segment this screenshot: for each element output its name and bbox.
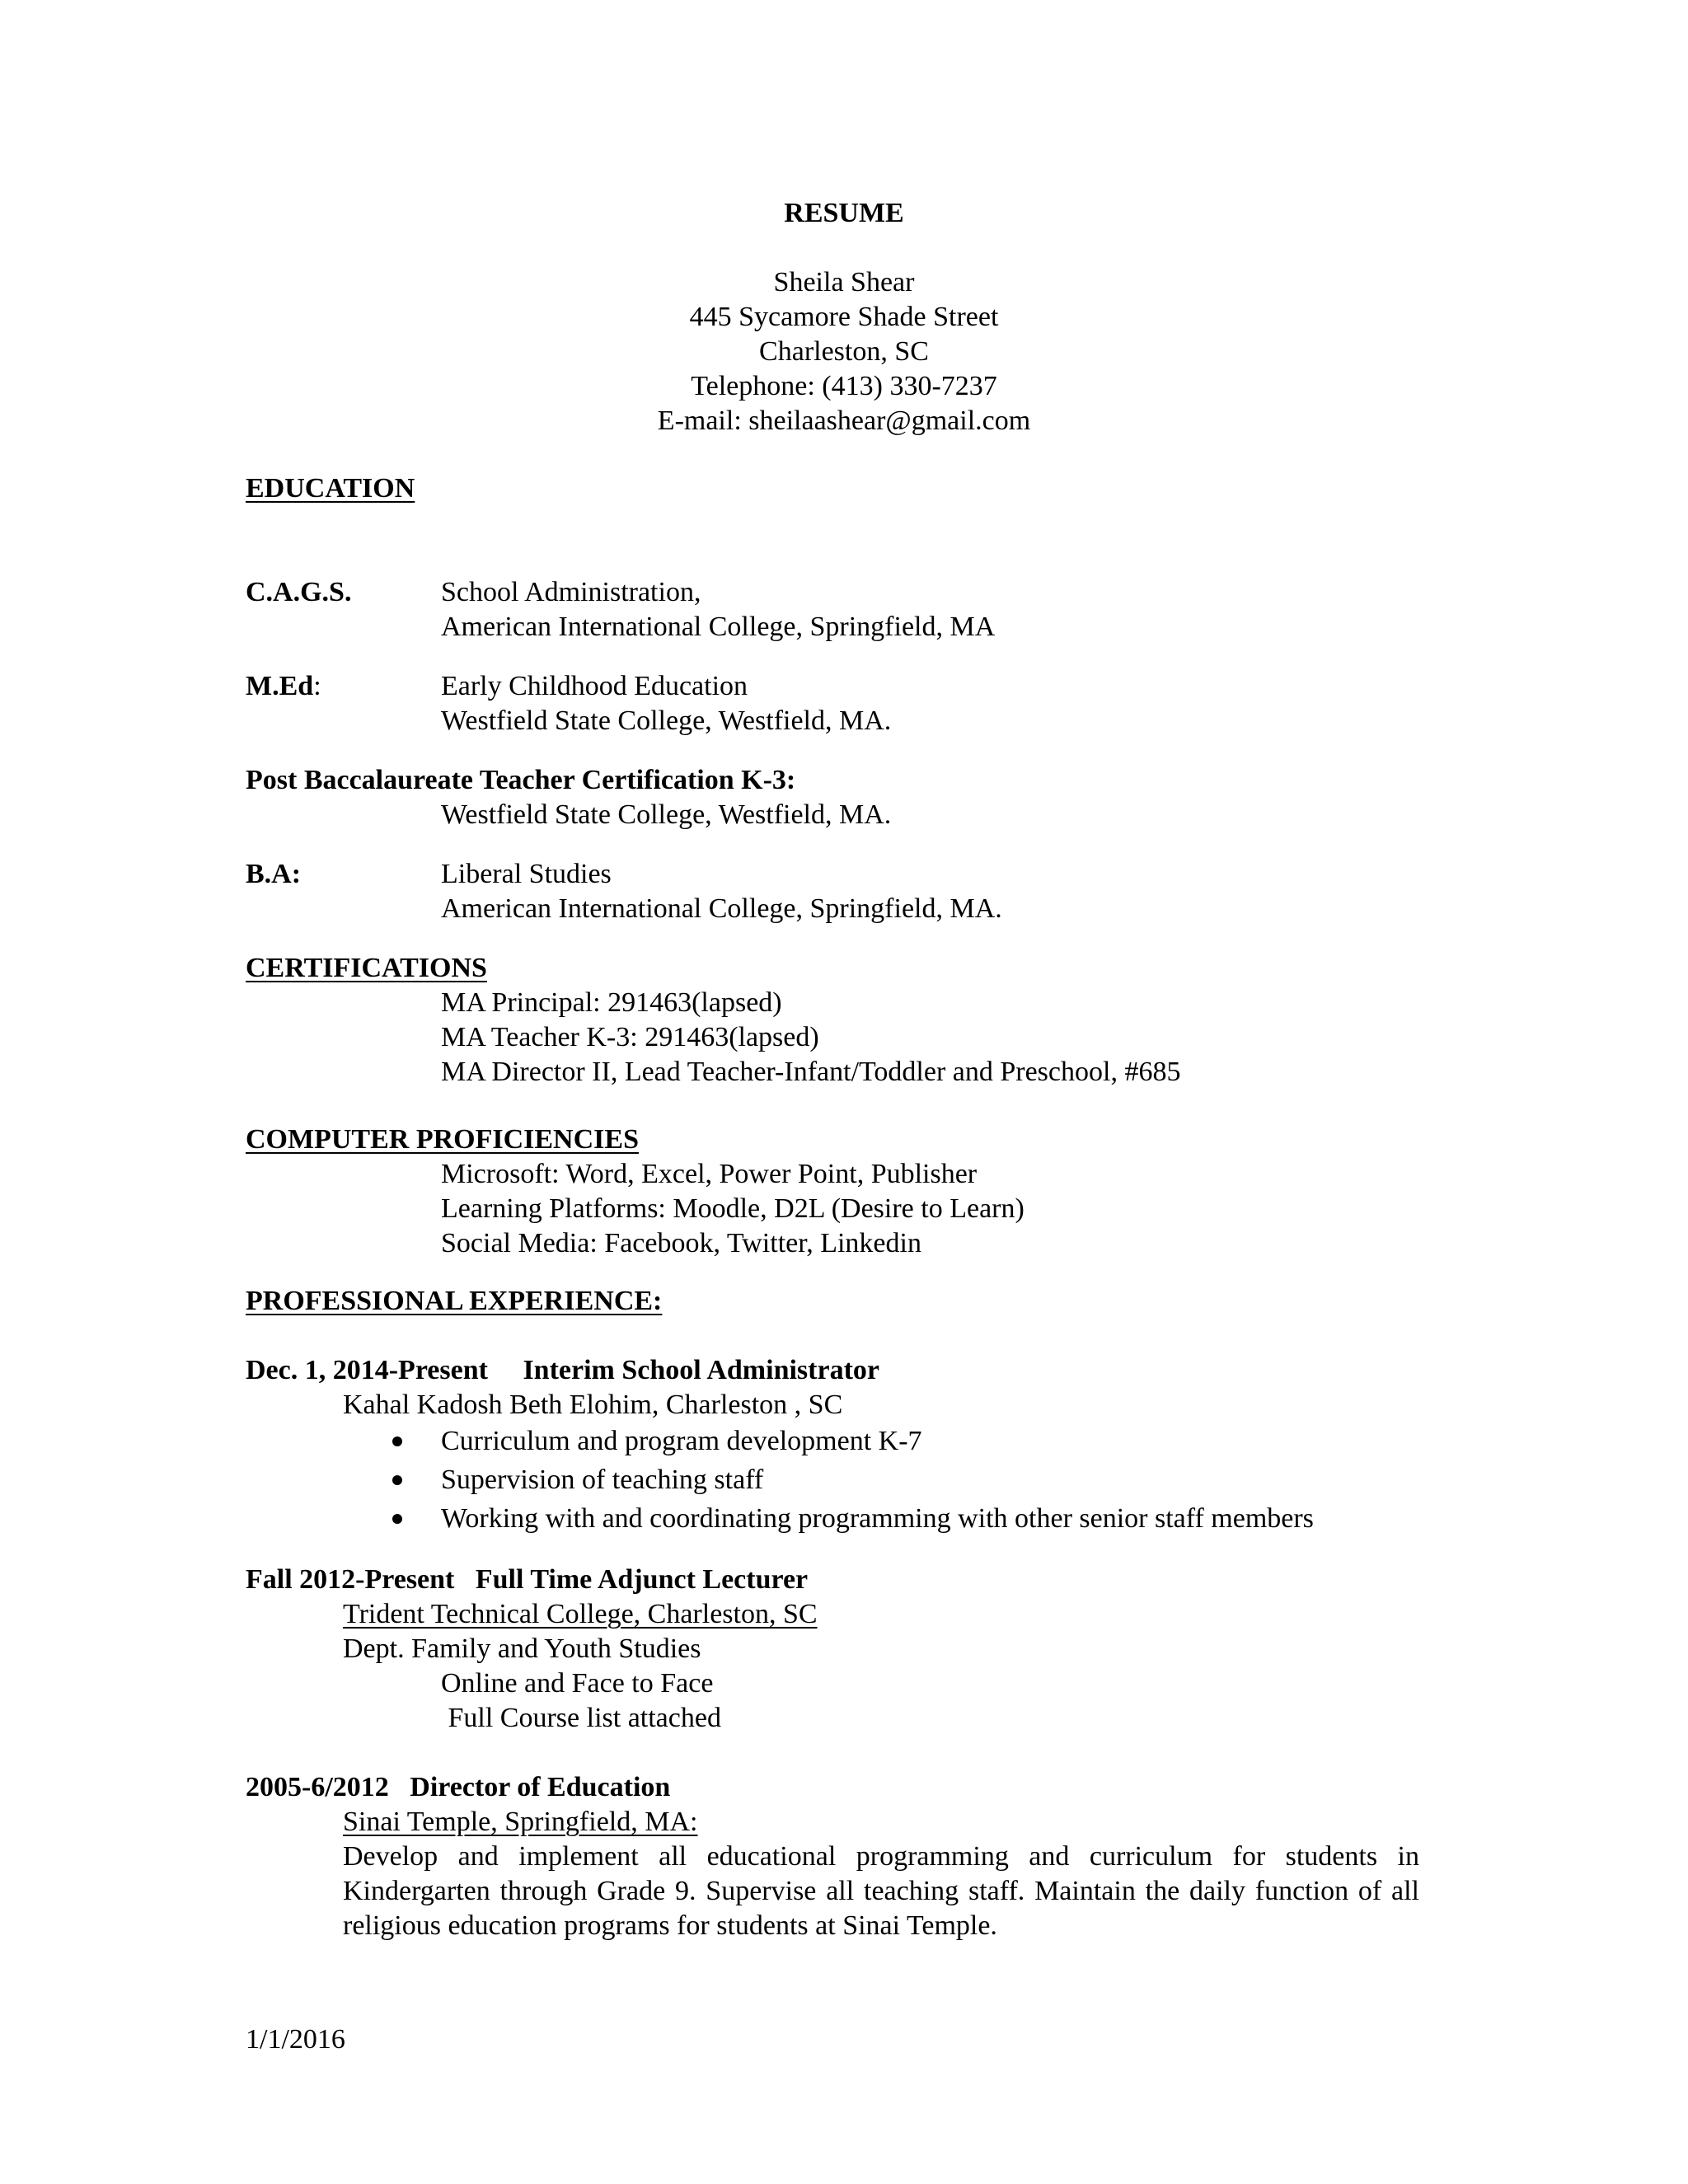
job-bullet-text: Supervision of teaching staff <box>441 1465 764 1495</box>
experience-heading: PROFESSIONAL EXPERIENCE: <box>246 1286 663 1316</box>
education-line: School Administration, <box>441 577 701 607</box>
contact-street: 445 Sycamore Shade Street <box>689 302 999 332</box>
computer-heading: COMPUTER PROFICIENCIES <box>246 1124 639 1155</box>
education-degree-wrap <box>246 669 321 704</box>
bullet-icon <box>392 1514 402 1524</box>
bullet-icon <box>392 1475 402 1485</box>
computer-item: Microsoft: Word, Excel, Power Point, Publisher <box>441 1159 978 1189</box>
education-degree: C.A.G.S. <box>246 577 352 607</box>
education-degree: Post Baccalaureate Teacher Certification K-3: <box>246 765 796 795</box>
job-dept: Dept. Family and Youth Studies <box>343 1633 701 1664</box>
job-org: Kahal Kadosh Beth Elohim, Charleston , SC <box>343 1390 843 1420</box>
job-header: 2005-6/2012 Director of Education <box>246 1772 671 1802</box>
bullet-icon <box>392 1436 402 1446</box>
certifications-heading: CERTIFICATIONS <box>246 953 487 983</box>
certification-item: MA Principal: 291463(lapsed) <box>441 987 782 1018</box>
job-detail: Full Course list attached <box>441 1703 721 1733</box>
job-org: Trident Technical College, Charleston, SC <box>343 1599 818 1629</box>
job-header: Dec. 1, 2014-Present Interim School Administrator <box>246 1355 879 1385</box>
education-line: Liberal Studies <box>441 859 612 889</box>
job-description: Develop and implement all educational programming and curriculum for students in Kindergarten through Grade 9. Supervise all teaching staff. Maintain the daily function of all religious education programs for students at Sinai Temple. <box>343 1841 1419 1941</box>
education-line: American International College, Springfield, MA <box>441 612 996 642</box>
education-line: American International College, Springfield, MA. <box>441 893 1002 924</box>
job-bullet-text: Working with and coordinating programming with other senior staff members <box>441 1503 1314 1534</box>
education-heading: EDUCATION <box>246 473 415 504</box>
job-bullet-text: Curriculum and program development K-7 <box>441 1426 922 1456</box>
education-line: Westfield State College, Westfield, MA. <box>441 705 892 736</box>
contact-city: Charleston, SC <box>759 336 929 367</box>
footer-date: 1/1/2016 <box>246 2024 345 2055</box>
certification-item: MA Director II, Lead Teacher-Infant/Toddler and Preschool, #685 <box>441 1057 1181 1087</box>
contact-name: Sheila Shear <box>773 267 915 298</box>
education-line: Westfield State College, Westfield, MA. <box>441 799 892 830</box>
education-degree: B.A: <box>246 859 302 889</box>
page-title: RESUME <box>784 198 904 228</box>
contact-email: E-mail: sheilaashear@gmail.com <box>657 405 1031 436</box>
education-line: Early Childhood Education <box>441 671 748 701</box>
job-org: Sinai Temple, Springfield, MA: <box>343 1807 698 1837</box>
computer-item: Learning Platforms: Moodle, D2L (Desire to Learn) <box>441 1193 1025 1224</box>
certification-item: MA Teacher K-3: 291463(lapsed) <box>441 1022 819 1052</box>
education-degree: M.Ed <box>246 671 314 701</box>
contact-telephone: Telephone: (413) 330-7237 <box>691 371 997 401</box>
computer-item: Social Media: Facebook, Twitter, Linkedin <box>441 1228 921 1258</box>
education-degree-suffix: : <box>313 671 321 701</box>
job-header: Fall 2012-Present Full Time Adjunct Lecturer <box>246 1564 809 1595</box>
job-detail: Online and Face to Face <box>441 1668 714 1699</box>
